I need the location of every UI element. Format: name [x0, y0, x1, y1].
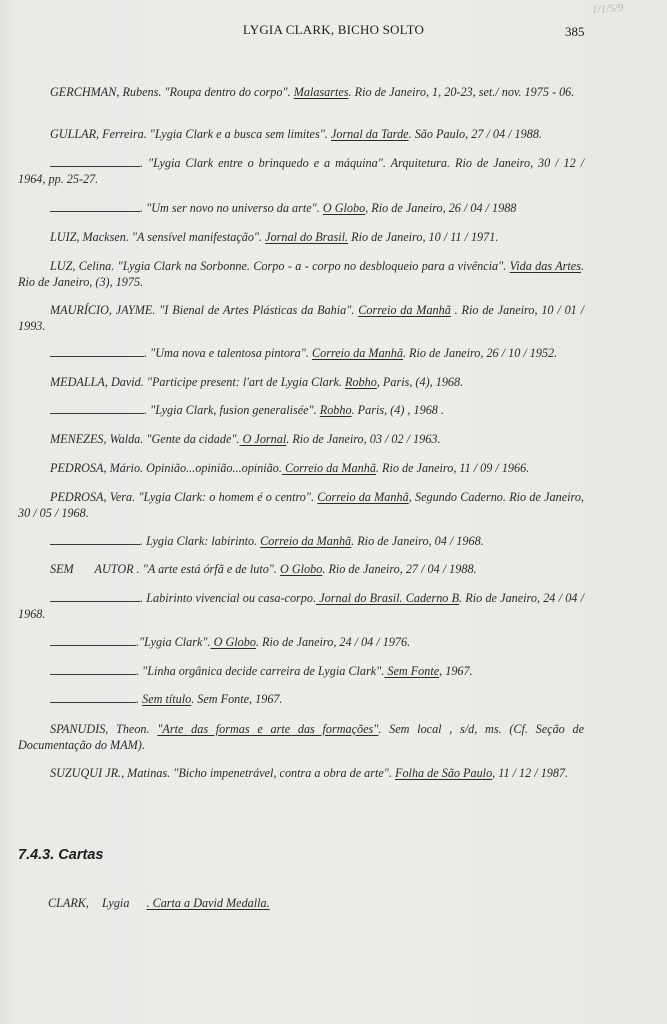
- entry-source: Correio da Manhã: [311, 346, 403, 360]
- entry-title: "Lygia Clark: o homem é o centro".: [138, 490, 315, 504]
- entry-details: Rio de Janeiro, 10 / 11 / 1971.: [348, 230, 499, 244]
- entry-details: . Paris, (4) , 1968 .: [351, 403, 444, 417]
- entry-title: "Lygia Clark na Sorbonne. Corpo - a - corpo no desbloqueio para a vivência".: [117, 259, 507, 273]
- bibliography-entry: [18, 721, 584, 753]
- bibliography-entry: [18, 84, 584, 100]
- bibliography-entry: [18, 155, 584, 187]
- entry-title: . Labirinto vivencial ou casa-corpo.: [140, 591, 317, 605]
- entry-author: PEDROSA, Vera.: [50, 490, 136, 504]
- entry-source: Correio da Manhã: [358, 303, 451, 317]
- bibliography-entry: [18, 345, 584, 361]
- show-through-text: [90, 520, 560, 531]
- repeat-author-rule: [50, 157, 140, 167]
- entry-source: Correio da Manhã: [317, 490, 409, 504]
- entry-author: MAURÍCIO, JAYME.: [50, 303, 156, 317]
- entry-title: . "Lygia Clark entre o brinquedo e a máquina".: [140, 156, 386, 170]
- pencil-annotation: 1/1/5/9: [591, 1, 624, 17]
- bibliography-entry: [18, 765, 584, 781]
- bibliography-entry: [18, 229, 584, 245]
- entry-details: , Rio de Janeiro, 26 / 04 / 1988: [365, 201, 517, 215]
- entry-details: . Rio de Janeiro, 24 / 04 / 1968.: [18, 591, 584, 621]
- entry-title: "I Bienal de Artes Plásticas da Bahia".: [159, 303, 355, 317]
- entry-source: O Jornal: [239, 432, 287, 446]
- entry-details: . São Paulo, 27 / 04 / 1988.: [408, 127, 542, 141]
- entry-author: SEM AUTOR: [50, 562, 134, 576]
- bibliography-entry: [18, 663, 584, 679]
- bibliography-entry: [18, 374, 584, 390]
- entry-source: Sem Fonte: [384, 664, 440, 678]
- entry-author: GULLAR, Ferreira.: [50, 127, 147, 141]
- repeat-author-rule: [50, 693, 136, 703]
- bibliography-entry: [18, 691, 584, 707]
- entry-details: . Rio de Janeiro, 03 / 02 / 1963.: [286, 432, 441, 446]
- repeat-author-rule: [50, 665, 136, 675]
- entry-author: PEDROSA, Mário.: [50, 461, 144, 475]
- entry-title: "Roupa dentro do corpo".: [164, 85, 291, 99]
- entry-details: , 11 / 12 / 1987.: [492, 766, 569, 780]
- bibliography-entry: [18, 634, 584, 650]
- entry-title: . Lygia Clark: labirinto.: [140, 534, 258, 548]
- entry-title: "Participe present: l'art de Lygia Clark.: [146, 375, 342, 389]
- bibliography-entry: [18, 533, 584, 549]
- page-number: 385: [565, 24, 585, 39]
- entry-title: . "Linha orgânica decide carreira de Lygia Clark".: [136, 664, 385, 678]
- entry-details: , Segundo Caderno. Rio de Janeiro, 30 / 05 / 1968.: [18, 490, 584, 520]
- bibliography-entry: [18, 258, 584, 290]
- entry-title: . "A arte está órfã e de luto".: [136, 562, 277, 576]
- entry-title: . "Um ser novo no universo da arte".: [140, 201, 320, 215]
- entry-title: . "Lygia Clark, fusion generalisée".: [144, 403, 317, 417]
- entry-source: Jornal do Brasil.: [265, 230, 349, 244]
- entry-details: . Rio de Janeiro, 24 / 04 / 1976.: [255, 635, 411, 649]
- entry-source: Malasartes: [293, 85, 349, 99]
- entry-details: Arquitetura. Rio de Janeiro, 30 / 12 / 1964, pp. 25-27.: [18, 156, 584, 186]
- entry-source: Jornal do Brasil. Caderno B: [316, 591, 460, 605]
- entry-title: "Gente da cidade".: [146, 432, 240, 446]
- entry-details: . Rio de Janeiro, 1, 20-23, set./ nov. 1975 - 06.: [348, 85, 575, 99]
- entry-source: Jornal da Tarde: [330, 127, 409, 141]
- letter-title: . Carta a David Medalla.: [146, 896, 270, 910]
- entry-title: Opinião...opinião...opinião.: [146, 461, 282, 475]
- letter-entry: [18, 895, 584, 911]
- bibliography-entry: [18, 561, 584, 577]
- entry-author: SUZUQUI JR., Matinas.: [50, 766, 171, 780]
- entry-details: , 1967.: [439, 664, 473, 678]
- running-title: LYGIA CLARK, BICHO SOLTO: [242, 22, 425, 37]
- bibliography-entry: [18, 200, 584, 216]
- entry-title: "Bicho impenetrável, contra a obra de arte".: [173, 766, 392, 780]
- bibliography-entry: [18, 302, 584, 334]
- entry-details: . Sem Fonte, 1967.: [191, 692, 283, 706]
- bibliography-entry: [18, 126, 584, 142]
- entry-title: "A sensível manifestação".: [131, 230, 263, 244]
- repeat-author-rule: [50, 404, 144, 414]
- section-heading: 7.4.3. Cartas: [18, 847, 104, 863]
- entry-source: Robho: [319, 403, 352, 417]
- entry-author: MEDALLA, David.: [50, 375, 144, 389]
- entry-details: . Rio de Janeiro, 04 / 1968.: [351, 534, 484, 548]
- bibliography-entry: [18, 489, 584, 521]
- entry-details: . Rio de Janeiro, (3), 1975.: [18, 259, 584, 289]
- entry-author: GERCHMAN, Rubens.: [50, 85, 162, 99]
- entry-details: . Rio de Janeiro, 27 / 04 / 1988.: [322, 562, 477, 576]
- bibliography-entry: [18, 431, 584, 447]
- repeat-author-rule: [50, 535, 140, 545]
- entry-title: "Lygia Clark e a busca sem limites".: [149, 127, 328, 141]
- letter-author: CLARK, Lygia: [48, 896, 130, 910]
- entry-details: . Rio de Janeiro, 26 / 10 / 1952.: [402, 346, 558, 360]
- bibliography-entry: [18, 590, 584, 622]
- entry-title: ."Lygia Clark".: [136, 635, 211, 649]
- entry-source: Correio da Manhã: [281, 461, 376, 475]
- entry-source: Folha de São Paulo: [395, 766, 493, 780]
- entry-source: Robho: [345, 375, 377, 389]
- entry-details: , Paris, (4), 1968.: [376, 375, 464, 389]
- entry-details: . Rio de Janeiro, 10 / 01 / 1993.: [18, 303, 584, 333]
- entry-title: . "Uma nova e talentosa pintora".: [144, 346, 309, 360]
- entry-details: . Rio de Janeiro, 11 / 09 / 1966.: [375, 461, 530, 475]
- entry-source: Sem título: [142, 692, 192, 706]
- bibliography-entry: [18, 460, 584, 476]
- entry-details: . Sem local , s/d, ms. (Cf. Seção de Documentação do MAM).: [18, 722, 585, 752]
- entry-source: "Arte das formas e arte das formações": [157, 722, 379, 736]
- bibliography-entry: [18, 402, 584, 418]
- repeat-author-rule: [50, 347, 144, 357]
- entry-author: MENEZES, Walda.: [50, 432, 144, 446]
- entry-source: Vida das Artes: [509, 259, 581, 273]
- repeat-author-rule: [50, 592, 140, 602]
- entry-author: SPANUDIS, Theon.: [50, 722, 150, 736]
- entry-source: O Globo: [280, 562, 323, 576]
- repeat-author-rule: [50, 202, 140, 212]
- repeat-author-rule: [50, 636, 136, 646]
- entry-title: .: [136, 692, 143, 706]
- entry-source: O Globo: [322, 201, 366, 215]
- entry-source: O Globo: [210, 635, 256, 649]
- entry-source: Correio da Manhã: [260, 534, 352, 548]
- entry-author: LUZ, Celina.: [50, 259, 115, 273]
- entry-author: LUIZ, Macksen.: [50, 230, 129, 244]
